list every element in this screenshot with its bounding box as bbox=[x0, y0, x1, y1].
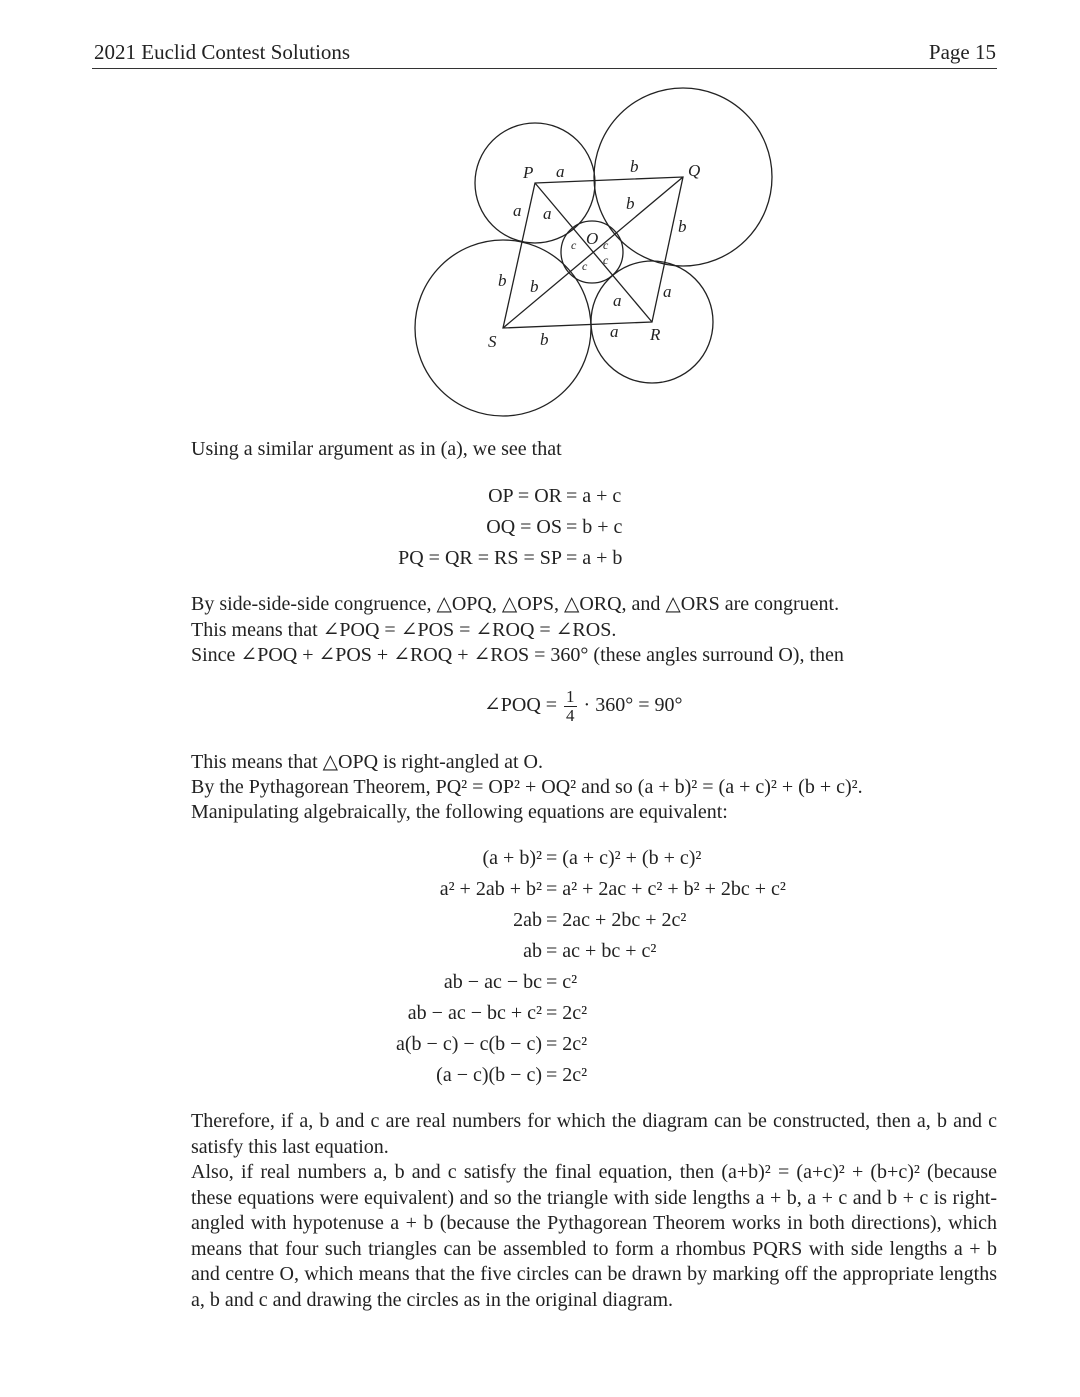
label-a-R-diag: a bbox=[613, 291, 622, 310]
label-c-2: c bbox=[603, 238, 609, 252]
eq2-rhs-2: = a² + 2ac + c² + b² + 2bc + c² bbox=[546, 878, 786, 900]
eq2-lhs-3: 2ab bbox=[513, 909, 542, 931]
label-b-S-diag: b bbox=[530, 277, 539, 296]
circles-rhombus-diagram bbox=[400, 82, 780, 422]
paragraph-2-line-3: Since ∠POQ + ∠POS + ∠ROQ + ∠ROS = 360° (these angles surround O), then bbox=[191, 644, 844, 666]
label-O: O bbox=[586, 229, 599, 248]
eq2-lhs-4: ab bbox=[523, 940, 542, 962]
eq2-lhs-7: a(b − c) − c(b − c) bbox=[396, 1033, 542, 1055]
label-a-P-top: a bbox=[556, 162, 565, 181]
paragraph-4: Therefore, if a, b and c are real numbers for which the diagram can be constructed, then a, b and c satisfy this last equation. bbox=[191, 1110, 997, 1158]
eq1-rhs-1: = a + c bbox=[566, 485, 622, 507]
paragraph-3-line-1: This means that △OPQ is right-angled at O. bbox=[191, 751, 543, 773]
running-header-title: 2021 Euclid Contest Solutions bbox=[94, 40, 351, 64]
eq2-rhs-7: = 2c² bbox=[546, 1033, 588, 1055]
eq2-rhs-5: = c² bbox=[546, 971, 578, 993]
paragraph-2-line-1: By side-side-side congruence, △OPQ, △OPS, △ORQ, and △ORS are congruent. bbox=[191, 593, 840, 615]
label-b-Q-diag: b bbox=[626, 194, 635, 213]
label-c-4: c bbox=[603, 253, 609, 267]
eq2-lhs-2: a² + 2ab + b² bbox=[439, 878, 542, 900]
label-P: P bbox=[523, 163, 534, 182]
eq2-rhs-8: = 2c² bbox=[546, 1064, 588, 1086]
page-number: Page 15 bbox=[928, 40, 996, 64]
eq2-lhs-1: (a + b)² bbox=[482, 847, 542, 869]
eq2-rhs-4: = ac + bc + c² bbox=[546, 940, 657, 962]
eq2-lhs-6: ab − ac − bc + c² bbox=[407, 1002, 542, 1024]
label-b-Q-right: b bbox=[678, 217, 687, 236]
label-Q: Q bbox=[688, 161, 701, 180]
eq2-rhs-1: = (a + c)² + (b + c)² bbox=[546, 847, 702, 869]
intro-text: Using a similar argument as in (a), we see that bbox=[191, 438, 562, 460]
equation-block-2 bbox=[300, 847, 860, 1097]
label-a-P-left: a bbox=[513, 201, 522, 220]
paragraph-3-line-3: Manipulating algebraically, the following equations are equivalent: bbox=[191, 801, 728, 823]
label-b-S-bottom: b bbox=[540, 330, 549, 349]
label-b-S-left: b bbox=[498, 271, 507, 290]
fraction-one-quarter bbox=[564, 688, 577, 725]
label-a-P-diag: a bbox=[543, 204, 552, 223]
paragraph-3-line-2: By the Pythagorean Theorem, PQ² = OP² + OQ² and so (a + b)² = (a + c)² + (b + c)². bbox=[191, 776, 863, 798]
eq2-rhs-6: = 2c² bbox=[546, 1002, 588, 1024]
label-a-R-bottom: a bbox=[610, 322, 619, 341]
label-b-Q-top: b bbox=[630, 157, 639, 176]
angle-equation bbox=[484, 688, 682, 725]
eq2-lhs-5: ab − ac − bc bbox=[443, 971, 542, 993]
eq2-rhs-3: = 2ac + 2bc + 2c² bbox=[546, 909, 687, 931]
label-c-1: c bbox=[571, 238, 577, 252]
angle-eq-lhs: ∠POQ = bbox=[484, 694, 558, 717]
label-R: R bbox=[650, 325, 661, 344]
label-S: S bbox=[488, 332, 497, 351]
label-c-3: c bbox=[582, 259, 588, 273]
equation-block-1 bbox=[380, 485, 780, 575]
angle-eq-rhs: · 360° = 90° bbox=[583, 694, 683, 717]
eq1-rhs-3: = a + b bbox=[566, 547, 623, 569]
fraction-numerator: 1 bbox=[566, 687, 575, 706]
header-rule bbox=[92, 68, 997, 69]
paragraph-2-line-2: This means that ∠POQ = ∠POS = ∠ROQ = ∠ROS. bbox=[191, 619, 617, 641]
paragraph-5: Also, if real numbers a, b and c satisfy the final equation, then (a+b)² = (a+c)² + (b+c)² (because these equations were equivalent) and so the triangle with side lengths a + b, a + c and b + c is right-angled with hypotenuse a + b (because the Pythagorean Theorem works in both directions), which means that four such triangles can be assembled to form a rhombus PQRS with side lengths a + b and centre O, which means that the five circles can be drawn by marking off the appropriate lengths a, b and c and drawing the circles as in the original diagram. bbox=[191, 1161, 997, 1311]
eq1-rhs-2: = b + c bbox=[566, 516, 623, 538]
label-a-R-right: a bbox=[663, 282, 672, 301]
eq1-lhs-2: OQ = OS bbox=[486, 516, 562, 538]
eq2-lhs-8: (a − c)(b − c) bbox=[436, 1064, 542, 1086]
fraction-denominator: 4 bbox=[566, 706, 575, 725]
eq1-lhs-3: PQ = QR = RS = SP bbox=[398, 547, 562, 569]
eq1-lhs-1: OP = OR bbox=[488, 485, 562, 507]
